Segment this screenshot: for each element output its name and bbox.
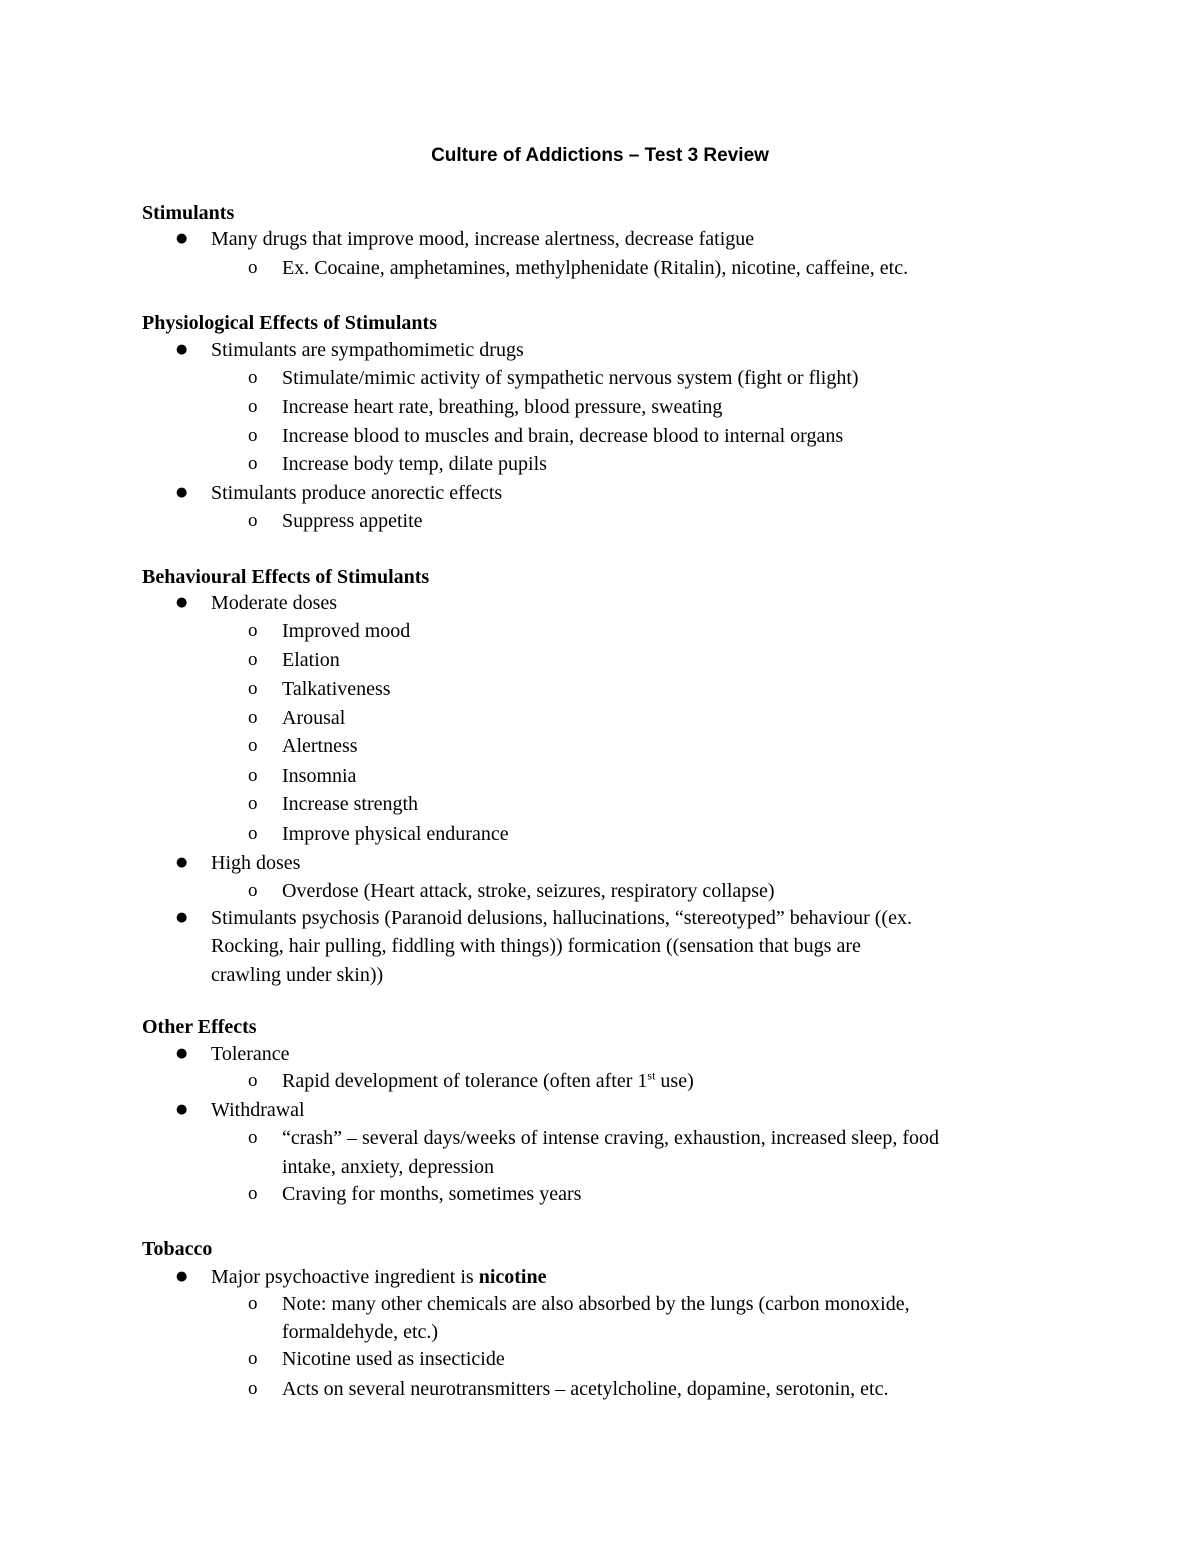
sub-bullet-marker: o bbox=[248, 1293, 258, 1314]
sub-list-item-line: “crash” – several days/weeks of intense craving, exhaustion, increased sleep, food bbox=[282, 1127, 939, 1149]
sub-list-item: Increase blood to muscles and brain, decrease blood to internal organs bbox=[282, 425, 844, 447]
sub-bullet-marker: o bbox=[248, 453, 258, 474]
sub-list-item: Acts on several neurotransmitters – acetylcholine, dopamine, serotonin, etc. bbox=[282, 1378, 889, 1400]
list-item: Withdrawal bbox=[211, 1099, 305, 1121]
bullet-marker: ● bbox=[176, 231, 188, 246]
sub-bullet-marker: o bbox=[248, 425, 258, 446]
sub-bullet-marker: o bbox=[248, 1070, 258, 1091]
section-heading-tobacco: Tobacco bbox=[142, 1238, 213, 1260]
bullet-marker: ● bbox=[176, 595, 188, 610]
sub-list-item: Craving for months, sometimes years bbox=[282, 1183, 582, 1205]
sub-bullet-marker: o bbox=[248, 823, 258, 844]
sub-bullet-marker: o bbox=[248, 1183, 258, 1204]
sub-list-item: Overdose (Heart attack, stroke, seizures, respiratory collapse) bbox=[282, 880, 775, 902]
bullet-marker: ● bbox=[176, 342, 188, 357]
sub-bullet-marker: o bbox=[248, 396, 258, 417]
sub-list-item: Stimulate/mimic activity of sympathetic nervous system (fight or flight) bbox=[282, 367, 859, 389]
ordinal-superscript: st bbox=[647, 1068, 656, 1083]
sub-bullet-marker: o bbox=[248, 678, 258, 699]
sub-list-item-line: formaldehyde, etc.) bbox=[282, 1321, 439, 1343]
section-heading-stimulants: Stimulants bbox=[142, 202, 235, 224]
bullet-marker: ● bbox=[176, 1102, 188, 1117]
bullet-marker: ● bbox=[176, 855, 188, 870]
list-item: Stimulants produce anorectic effects bbox=[211, 482, 503, 504]
sub-list-item: Suppress appetite bbox=[282, 510, 423, 532]
sub-list-item: Increase strength bbox=[282, 793, 419, 815]
sub-list-item: Arousal bbox=[282, 707, 346, 729]
sub-list-item: Improve physical endurance bbox=[282, 823, 509, 845]
sub-bullet-marker: o bbox=[248, 510, 258, 531]
sub-bullet-marker: o bbox=[248, 765, 258, 786]
sub-bullet-marker: o bbox=[248, 1378, 258, 1399]
sub-bullet-marker: o bbox=[248, 649, 258, 670]
sub-list-item-text: use) bbox=[655, 1070, 694, 1092]
sub-bullet-marker: o bbox=[248, 735, 258, 756]
sub-list-item: Insomnia bbox=[282, 765, 357, 787]
sub-bullet-marker: o bbox=[248, 1127, 258, 1148]
sub-list-item-line: intake, anxiety, depression bbox=[282, 1156, 494, 1178]
sub-list-item bbox=[282, 1067, 694, 1095]
sub-bullet-marker: o bbox=[248, 793, 258, 814]
bullet-marker: ● bbox=[176, 910, 188, 925]
sub-list-item: Talkativeness bbox=[282, 678, 391, 700]
bullet-marker: ● bbox=[176, 1269, 188, 1284]
list-item bbox=[211, 1263, 547, 1291]
sub-bullet-marker: o bbox=[248, 707, 258, 728]
list-item: High doses bbox=[211, 852, 301, 874]
list-item: Many drugs that improve mood, increase alertness, decrease fatigue bbox=[211, 228, 755, 250]
sub-bullet-marker: o bbox=[248, 257, 258, 278]
list-item: Moderate doses bbox=[211, 592, 338, 614]
document-title: Culture of Addictions – Test 3 Review bbox=[431, 145, 769, 166]
sub-bullet-marker: o bbox=[248, 620, 258, 641]
sub-list-item-line: Note: many other chemicals are also absorbed by the lungs (carbon monoxide, bbox=[282, 1293, 910, 1315]
sub-list-item: Improved mood bbox=[282, 620, 411, 642]
bullet-marker: ● bbox=[176, 485, 188, 500]
list-item-line: Stimulants psychosis (Paranoid delusions, hallucinations, “stereotyped” behaviour ((ex. bbox=[211, 907, 912, 929]
section-heading-behavioural-effects: Behavioural Effects of Stimulants bbox=[142, 566, 430, 588]
list-item-line: crawling under skin)) bbox=[211, 964, 384, 986]
sub-bullet-marker: o bbox=[248, 880, 258, 901]
sub-bullet-marker: o bbox=[248, 1348, 258, 1369]
list-item-emphasis: nicotine bbox=[478, 1266, 547, 1288]
sub-list-item: Ex. Cocaine, amphetamines, methylphenidate (Ritalin), nicotine, caffeine, etc. bbox=[282, 257, 909, 279]
list-item-text: Major psychoactive ingredient is bbox=[211, 1266, 479, 1288]
sub-list-item: Alertness bbox=[282, 735, 358, 757]
sub-list-item: Elation bbox=[282, 649, 340, 671]
list-item-line: Rocking, hair pulling, fiddling with things)) formication ((sensation that bugs are bbox=[211, 935, 861, 957]
sub-list-item: Increase heart rate, breathing, blood pressure, sweating bbox=[282, 396, 723, 418]
section-heading-other-effects: Other Effects bbox=[142, 1016, 257, 1038]
sub-list-item-text: Rapid development of tolerance (often after 1 bbox=[282, 1070, 648, 1092]
list-item: Tolerance bbox=[211, 1043, 290, 1065]
list-item: Stimulants are sympathomimetic drugs bbox=[211, 339, 524, 361]
sub-bullet-marker: o bbox=[248, 367, 258, 388]
sub-list-item: Increase body temp, dilate pupils bbox=[282, 453, 547, 475]
section-heading-physiological-effects: Physiological Effects of Stimulants bbox=[142, 312, 437, 334]
sub-list-item: Nicotine used as insecticide bbox=[282, 1348, 505, 1370]
bullet-marker: ● bbox=[176, 1046, 188, 1061]
